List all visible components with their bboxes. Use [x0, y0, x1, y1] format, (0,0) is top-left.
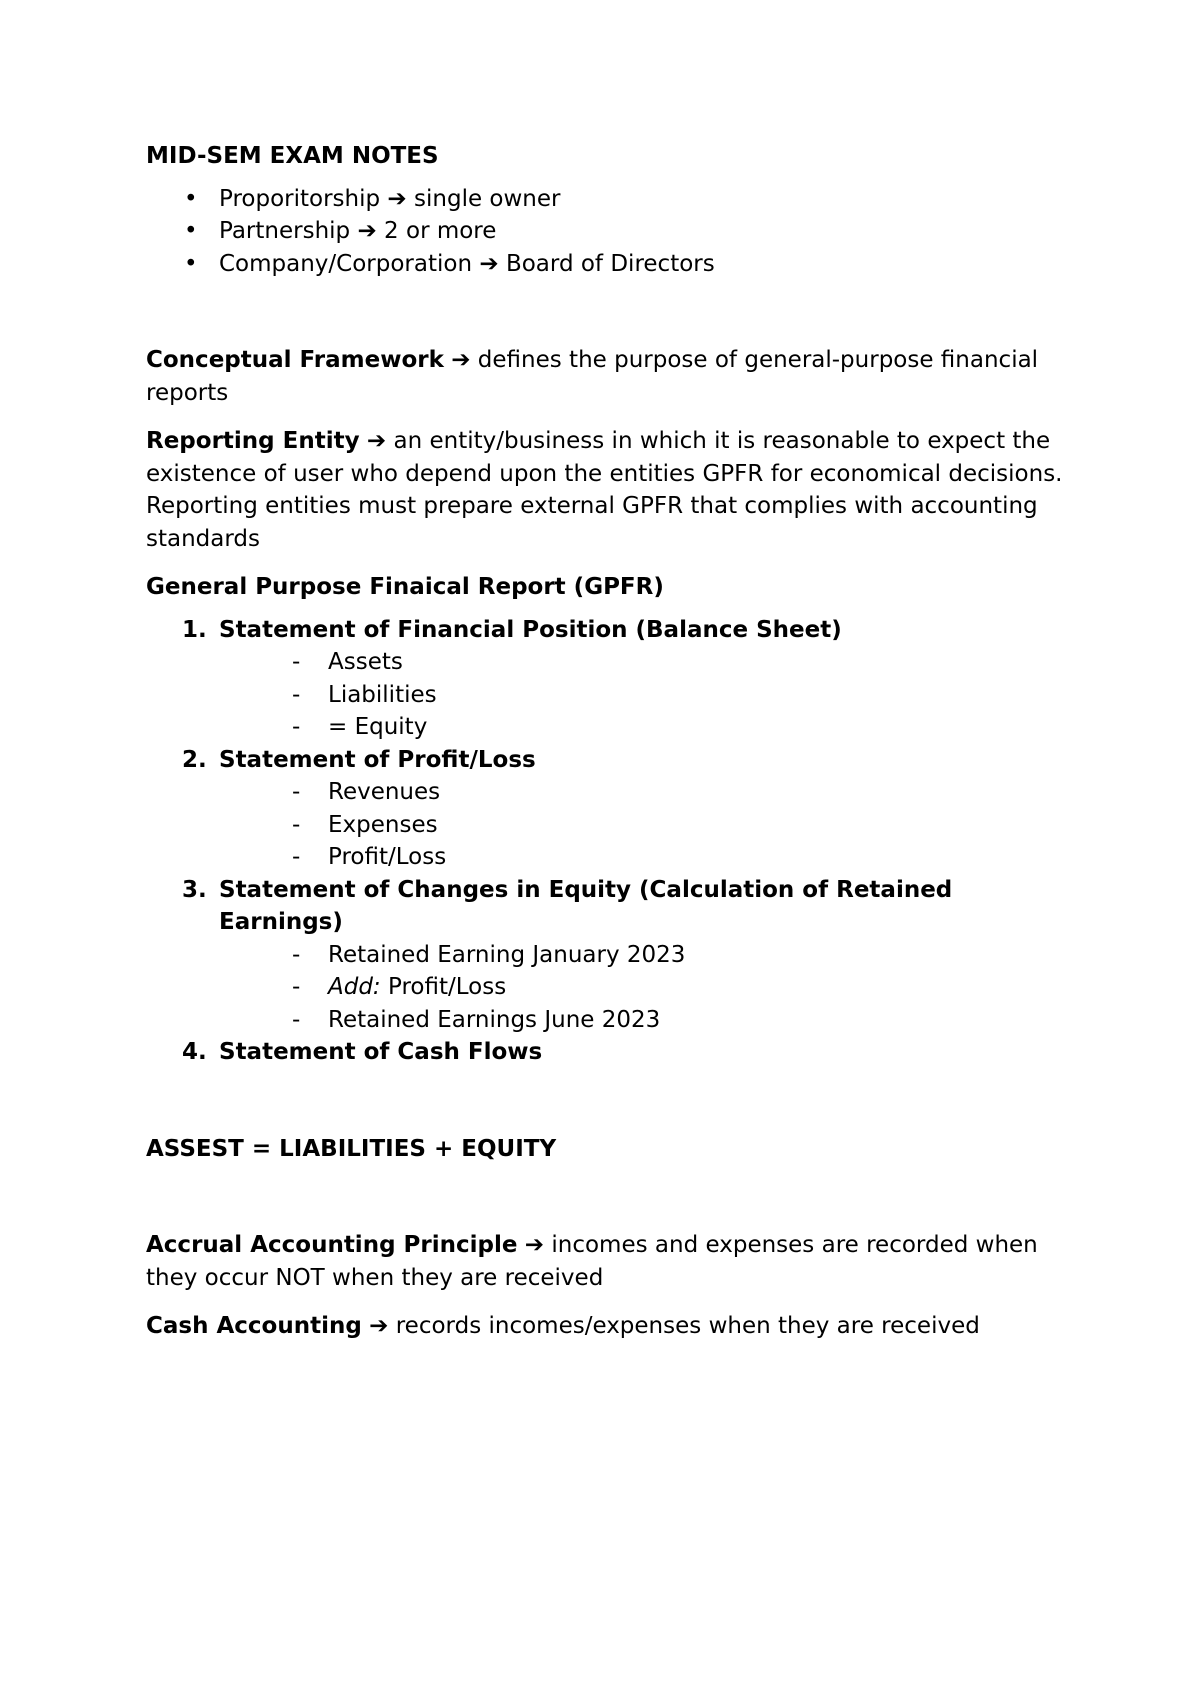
sub-item-text: Profit/Loss — [328, 844, 447, 870]
list-item — [146, 248, 1076, 281]
statement-sub-list — [219, 939, 1076, 1037]
bullet-icon: • — [184, 250, 198, 277]
arrow-icon: ➔ — [451, 347, 471, 373]
definition-desc: records incomes/expenses when they are received — [395, 1313, 980, 1339]
definition-term: Conceptual Framework — [146, 347, 444, 373]
sub-item-text: Retained Earning January 2023 — [328, 941, 686, 968]
dash-icon: - — [292, 681, 301, 708]
sub-item — [146, 841, 1076, 874]
statement-item — [146, 874, 1076, 1037]
item-desc: single owner — [414, 185, 561, 212]
dash-icon: - — [292, 1006, 301, 1033]
statement-title: Statement of Cash Flows — [219, 1039, 543, 1065]
sub-item — [146, 776, 1076, 809]
gpfr-statements-list — [146, 614, 1076, 1069]
definition-accrual-accounting — [146, 1229, 1076, 1294]
definition-term: Reporting Entity — [146, 428, 360, 454]
sub-item — [146, 711, 1076, 744]
statement-sub-list — [219, 776, 1076, 874]
statement-number: 3. — [182, 876, 207, 903]
definition-desc: incomes and expenses are recorded when they occur NOT when they are received — [146, 1232, 1038, 1291]
statement-title: Statement of Financial Position (Balance Sheet) — [219, 616, 842, 643]
gpfr-heading: General Purpose Finaical Report (GPFR) — [146, 574, 664, 600]
dash-icon: - — [292, 811, 301, 838]
document-page — [146, 140, 1076, 1359]
sub-item-text: Revenues — [328, 779, 441, 805]
statement-number: 1. — [182, 616, 207, 643]
document-title: MID-SEM EXAM NOTES — [146, 143, 439, 169]
dash-icon: - — [292, 941, 301, 968]
sub-item — [146, 646, 1076, 679]
bullet-icon: • — [184, 218, 198, 244]
definition-term: Cash Accounting — [146, 1313, 362, 1339]
statement-item — [146, 614, 1076, 744]
sub-item — [146, 939, 1076, 972]
item-term: Proporitorship — [219, 185, 381, 212]
statement-title: Statement of Profit/Loss — [219, 746, 536, 773]
definition-reporting-entity — [146, 425, 1076, 555]
sub-item-text: Expenses — [328, 811, 438, 838]
dash-icon: - — [292, 779, 301, 805]
sub-item — [146, 1004, 1076, 1037]
item-desc: 2 or more — [384, 218, 497, 244]
statement-number: 4. — [182, 1039, 207, 1065]
sub-item-text: Retained Earnings June 2023 — [328, 1006, 661, 1033]
arrow-icon: ➔ — [479, 250, 499, 277]
sub-item — [146, 809, 1076, 842]
sub-item-text: Assets — [328, 649, 403, 675]
sub-item — [146, 971, 1076, 1004]
arrow-icon: ➔ — [369, 1313, 389, 1339]
definition-desc: an entity/business in which it is reasonable to expect the existence of user who depend upon the entities GPFR for economical decisions. Reporting entities must prepare external GPFR that complies with accounting standards — [146, 428, 1063, 552]
definition-term: Accrual Accounting Principle — [146, 1232, 518, 1258]
item-term: Company/Corporation — [219, 250, 473, 277]
statement-title: Statement of Changes in Equity (Calculation of Retained Earnings) — [219, 876, 953, 935]
definition-desc: defines the purpose of general-purpose financial reports — [146, 347, 1039, 406]
item-desc: Board of Directors — [505, 250, 715, 277]
definition-conceptual-framework — [146, 344, 1076, 409]
dash-icon: - — [292, 844, 301, 870]
arrow-icon: ➔ — [366, 428, 387, 454]
sub-item — [146, 679, 1076, 712]
add-prefix: Add: — [328, 974, 381, 1000]
statement-item — [146, 744, 1076, 874]
sub-item-text: Liabilities — [328, 681, 437, 708]
arrow-icon: ➔ — [524, 1232, 545, 1258]
business-types-list — [146, 183, 1076, 281]
sub-item-text: = Equity — [328, 714, 428, 740]
statement-number: 2. — [182, 746, 207, 773]
bullet-icon: • — [184, 185, 198, 212]
arrow-icon: ➔ — [357, 218, 377, 244]
list-item — [146, 215, 1076, 248]
list-item — [146, 183, 1076, 216]
dash-icon: - — [292, 649, 301, 675]
accounting-equation: ASSEST = LIABILITIES + EQUITY — [146, 1135, 557, 1162]
dash-icon: - — [292, 714, 301, 740]
sub-item-text: Profit/Loss — [388, 974, 507, 1000]
definition-cash-accounting — [146, 1310, 1076, 1343]
arrow-icon: ➔ — [387, 185, 407, 212]
dash-icon: - — [292, 974, 301, 1000]
statement-sub-list — [219, 646, 1076, 744]
statement-item — [146, 1036, 1076, 1069]
item-term: Partnership — [219, 218, 351, 244]
